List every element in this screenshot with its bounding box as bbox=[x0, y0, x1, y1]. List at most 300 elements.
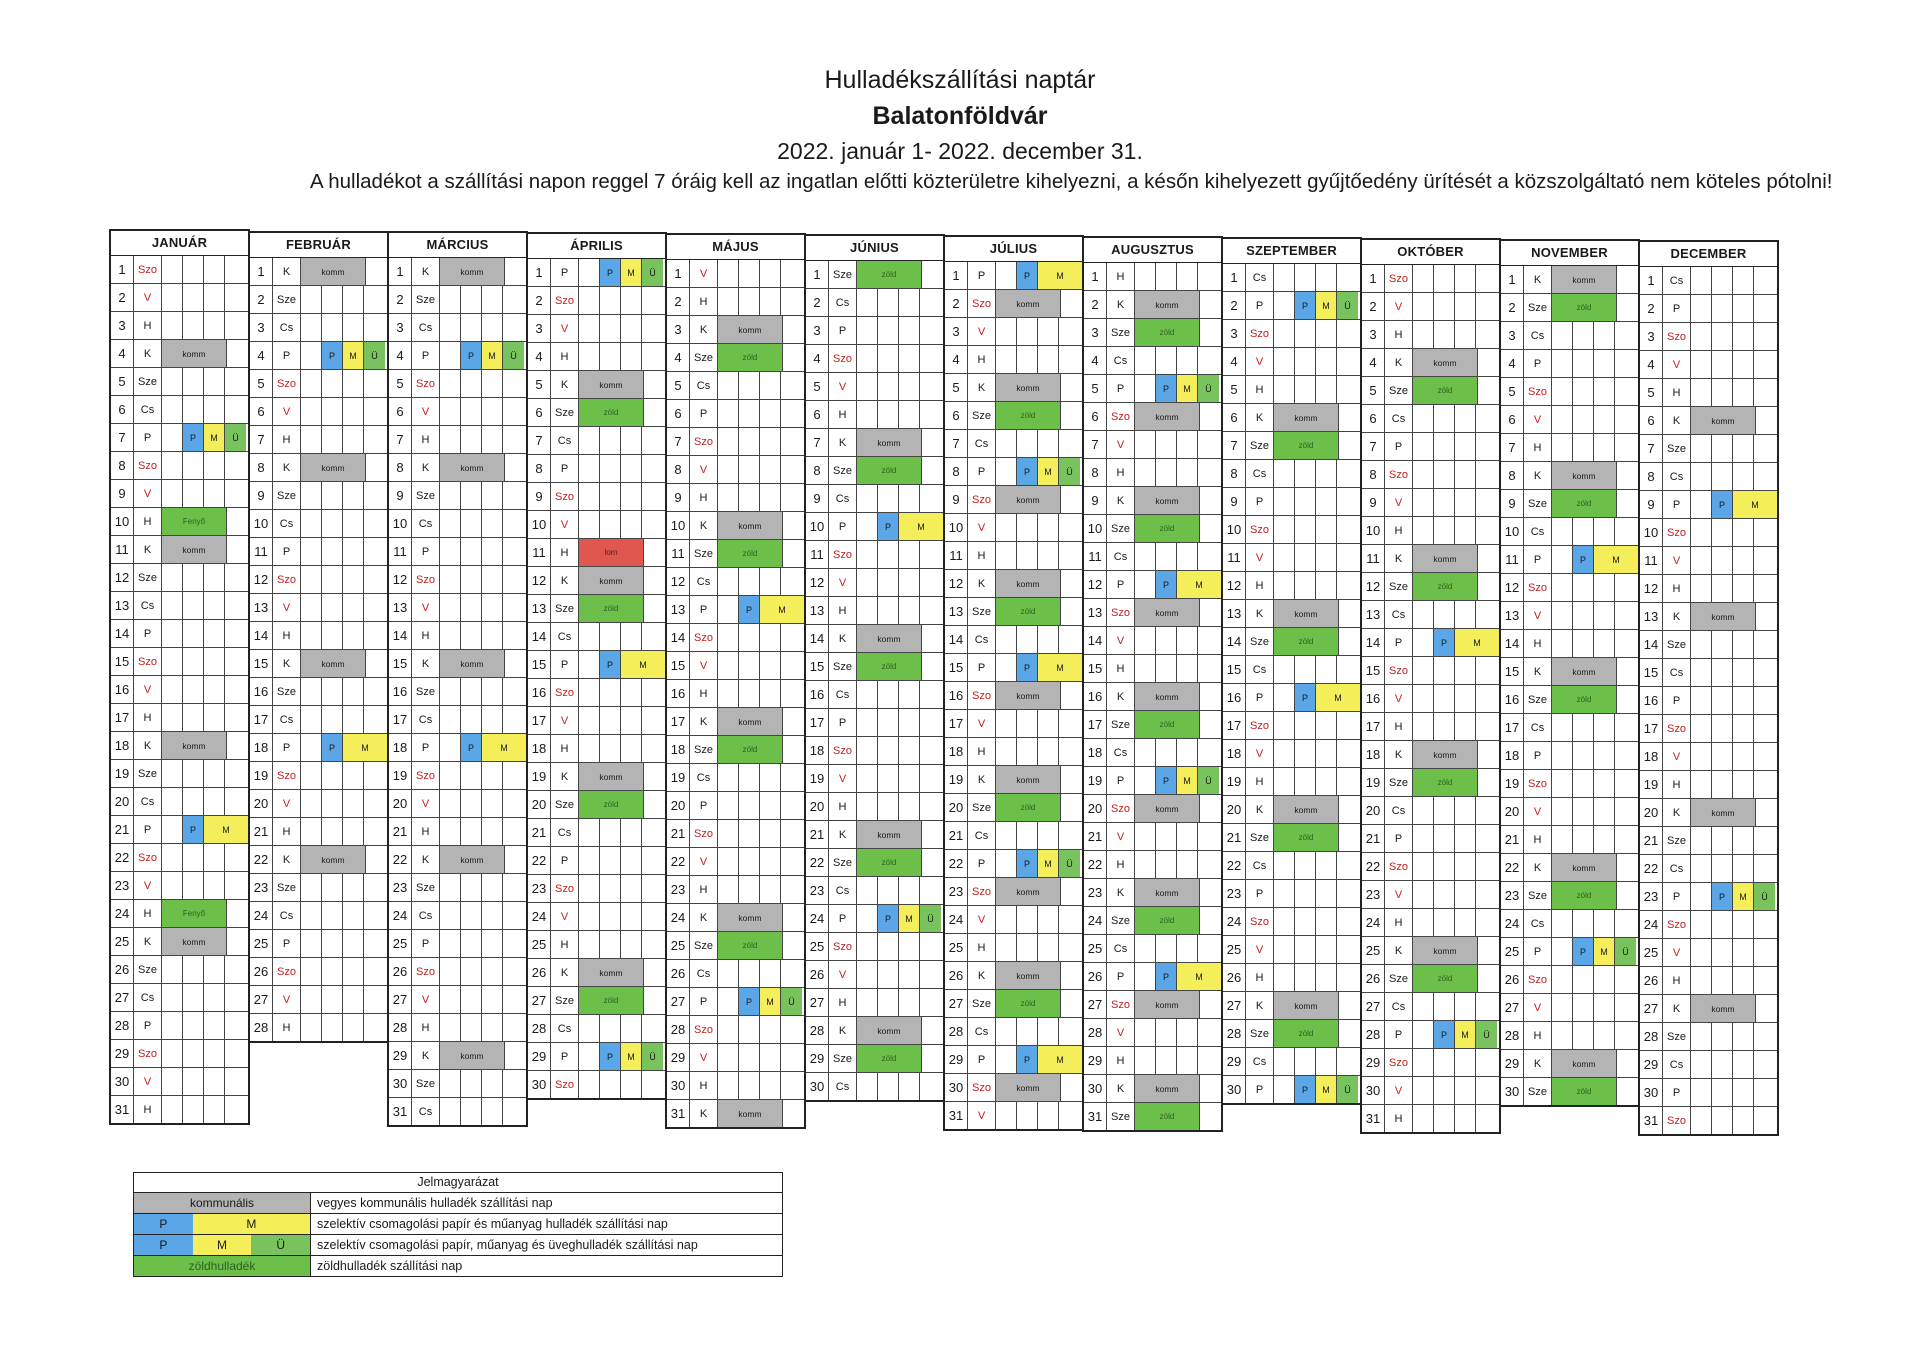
day-row bbox=[111, 452, 248, 480]
empty-cell bbox=[1156, 935, 1177, 962]
day-row bbox=[1501, 1022, 1638, 1050]
empty-cell bbox=[1156, 655, 1177, 682]
komm-cell: komm bbox=[718, 708, 783, 735]
day-name: Szo bbox=[273, 370, 301, 397]
komm-cell: komm bbox=[718, 1100, 783, 1127]
glass-cell: Ü bbox=[1198, 375, 1219, 402]
day-number: 25 bbox=[1084, 935, 1107, 962]
day-name: Szo bbox=[829, 737, 857, 764]
day-number: 30 bbox=[1501, 1078, 1524, 1105]
day-number: 5 bbox=[945, 374, 968, 401]
empty-cell bbox=[760, 372, 781, 399]
empty-cell bbox=[482, 958, 503, 985]
empty-cell bbox=[322, 398, 343, 425]
empty-cell bbox=[1733, 323, 1754, 350]
empty-cell bbox=[579, 735, 600, 762]
day-name: Szo bbox=[412, 370, 440, 397]
day-number: 15 bbox=[1640, 659, 1663, 686]
day-row bbox=[1362, 881, 1499, 909]
empty-cell bbox=[343, 426, 364, 453]
day-name: K bbox=[968, 766, 996, 793]
empty-cell bbox=[642, 315, 663, 342]
day-name: P bbox=[273, 538, 301, 565]
komm-cell: komm bbox=[996, 486, 1061, 513]
day-row bbox=[1640, 1023, 1777, 1051]
empty-cell bbox=[1754, 323, 1775, 350]
day-number: 17 bbox=[1223, 712, 1246, 739]
empty-cell bbox=[322, 678, 343, 705]
empty-cell bbox=[503, 1014, 524, 1041]
day-name: Szo bbox=[551, 1071, 579, 1098]
empty-cell bbox=[899, 401, 920, 428]
green-cell: zöld bbox=[1552, 686, 1617, 713]
day-name: Sze bbox=[690, 736, 718, 763]
empty-cell bbox=[718, 792, 739, 819]
day-name: H bbox=[1663, 575, 1691, 602]
empty-cell bbox=[1274, 572, 1295, 599]
day-number: 31 bbox=[1640, 1107, 1663, 1134]
empty-cell bbox=[781, 288, 802, 315]
empty-cell bbox=[1434, 993, 1455, 1020]
empty-cell bbox=[461, 1098, 482, 1125]
komm-cell: komm bbox=[162, 536, 227, 563]
empty-cell bbox=[1434, 489, 1455, 516]
day-row bbox=[1501, 910, 1638, 938]
day-row bbox=[945, 822, 1082, 850]
day-row bbox=[1223, 544, 1360, 572]
glass-cell: Ü bbox=[1754, 883, 1775, 910]
empty-cell bbox=[718, 456, 739, 483]
empty-cell bbox=[503, 1070, 524, 1097]
day-number: 23 bbox=[389, 874, 412, 901]
empty-cell bbox=[343, 594, 364, 621]
empty-cell bbox=[1573, 378, 1594, 405]
day-row bbox=[528, 511, 665, 539]
empty-cell bbox=[505, 650, 526, 677]
day-name: H bbox=[134, 704, 162, 731]
day-number: 26 bbox=[250, 958, 273, 985]
day-number: 10 bbox=[1640, 519, 1663, 546]
empty-cell bbox=[1733, 855, 1754, 882]
day-row bbox=[389, 958, 526, 986]
day-row bbox=[111, 592, 248, 620]
komm-cell: komm bbox=[1135, 487, 1200, 514]
empty-cell bbox=[1615, 994, 1636, 1021]
empty-cell bbox=[1413, 433, 1434, 460]
empty-cell bbox=[440, 426, 461, 453]
empty-cell bbox=[1135, 1047, 1156, 1074]
empty-cell bbox=[1594, 322, 1615, 349]
plastic-cell: M bbox=[899, 513, 943, 540]
empty-cell bbox=[1413, 993, 1434, 1020]
day-row bbox=[806, 653, 943, 681]
day-row bbox=[945, 290, 1082, 318]
empty-cell bbox=[781, 652, 802, 679]
day-row bbox=[1223, 264, 1360, 292]
komm-cell: komm bbox=[1552, 658, 1617, 685]
day-row bbox=[1640, 519, 1777, 547]
day-row bbox=[1362, 825, 1499, 853]
paper-cell: P bbox=[600, 259, 621, 286]
day-row bbox=[528, 455, 665, 483]
empty-cell bbox=[642, 819, 663, 846]
empty-cell bbox=[322, 314, 343, 341]
day-row bbox=[945, 1018, 1082, 1046]
day-number: 10 bbox=[250, 510, 273, 537]
empty-cell bbox=[760, 876, 781, 903]
day-name: P bbox=[1524, 546, 1552, 573]
day-number: 17 bbox=[111, 704, 134, 731]
day-name: V bbox=[968, 906, 996, 933]
empty-cell bbox=[1434, 293, 1455, 320]
empty-cell bbox=[1177, 347, 1198, 374]
day-number: 11 bbox=[806, 541, 829, 568]
day-number: 2 bbox=[806, 289, 829, 316]
empty-cell bbox=[600, 847, 621, 874]
day-name: V bbox=[273, 398, 301, 425]
empty-cell bbox=[1337, 1048, 1358, 1075]
green-cell: zöld bbox=[1413, 377, 1478, 404]
empty-cell bbox=[1756, 799, 1777, 826]
empty-cell bbox=[225, 452, 246, 479]
empty-cell bbox=[183, 312, 204, 339]
empty-cell bbox=[461, 566, 482, 593]
paper-cell: P bbox=[878, 905, 899, 932]
day-name: Szo bbox=[1107, 599, 1135, 626]
day-name: Sze bbox=[829, 261, 857, 288]
empty-cell bbox=[1038, 514, 1059, 541]
day-number: 13 bbox=[389, 594, 412, 621]
empty-cell bbox=[1552, 518, 1573, 545]
empty-cell bbox=[1691, 855, 1712, 882]
empty-cell bbox=[162, 592, 183, 619]
empty-cell bbox=[1455, 293, 1476, 320]
day-name: K bbox=[829, 429, 857, 456]
empty-cell bbox=[1413, 461, 1434, 488]
empty-cell bbox=[225, 1096, 246, 1123]
day-number: 7 bbox=[528, 427, 551, 454]
empty-cell bbox=[1337, 880, 1358, 907]
empty-cell bbox=[621, 315, 642, 342]
empty-cell bbox=[579, 287, 600, 314]
empty-cell bbox=[644, 595, 665, 622]
komm-cell: komm bbox=[996, 374, 1061, 401]
day-row bbox=[528, 875, 665, 903]
day-row bbox=[1223, 796, 1360, 824]
empty-cell bbox=[1552, 322, 1573, 349]
komm-cell: komm bbox=[996, 1074, 1061, 1101]
empty-cell bbox=[1733, 771, 1754, 798]
day-name: K bbox=[829, 1017, 857, 1044]
day-row bbox=[1362, 853, 1499, 881]
day-row bbox=[1084, 1103, 1221, 1130]
empty-cell bbox=[1339, 432, 1360, 459]
empty-cell bbox=[364, 594, 385, 621]
empty-cell bbox=[1295, 852, 1316, 879]
empty-cell bbox=[718, 764, 739, 791]
empty-cell bbox=[1274, 376, 1295, 403]
empty-cell bbox=[1274, 936, 1295, 963]
legend-swatch-glass: Ü bbox=[251, 1235, 310, 1255]
empty-cell bbox=[440, 1014, 461, 1041]
empty-cell bbox=[364, 902, 385, 929]
empty-cell bbox=[1038, 1102, 1059, 1129]
empty-cell bbox=[301, 706, 322, 733]
day-number: 15 bbox=[1223, 656, 1246, 683]
day-row bbox=[945, 542, 1082, 570]
day-row bbox=[1223, 404, 1360, 432]
empty-cell bbox=[1615, 518, 1636, 545]
empty-cell bbox=[1413, 321, 1434, 348]
day-number: 29 bbox=[1223, 1048, 1246, 1075]
month-1 bbox=[248, 231, 389, 1043]
empty-cell bbox=[920, 933, 941, 960]
empty-cell bbox=[364, 874, 385, 901]
empty-cell bbox=[183, 256, 204, 283]
empty-cell bbox=[225, 872, 246, 899]
day-number: 5 bbox=[1223, 376, 1246, 403]
day-row bbox=[806, 681, 943, 709]
empty-cell bbox=[1573, 322, 1594, 349]
empty-cell bbox=[781, 1016, 802, 1043]
day-row bbox=[1362, 489, 1499, 517]
day-row bbox=[1640, 267, 1777, 295]
empty-cell bbox=[1339, 600, 1360, 627]
komm-cell: komm bbox=[996, 766, 1061, 793]
day-row bbox=[1084, 879, 1221, 907]
month-name: MÁRCIUS bbox=[389, 233, 526, 258]
empty-cell bbox=[760, 260, 781, 287]
empty-cell bbox=[783, 708, 804, 735]
day-name: Sze bbox=[412, 482, 440, 509]
empty-cell bbox=[1316, 740, 1337, 767]
day-name: Cs bbox=[1524, 322, 1552, 349]
empty-cell bbox=[600, 287, 621, 314]
empty-cell bbox=[1476, 293, 1497, 320]
day-row bbox=[111, 284, 248, 312]
day-name: K bbox=[1663, 799, 1691, 826]
empty-cell bbox=[642, 1071, 663, 1098]
day-row bbox=[389, 818, 526, 846]
empty-cell bbox=[1552, 742, 1573, 769]
day-row bbox=[389, 258, 526, 286]
day-name: Szo bbox=[1385, 853, 1413, 880]
day-number: 19 bbox=[1362, 769, 1385, 796]
empty-cell bbox=[920, 345, 941, 372]
day-name: H bbox=[1246, 376, 1274, 403]
empty-cell bbox=[996, 850, 1017, 877]
day-number: 18 bbox=[1084, 739, 1107, 766]
empty-cell bbox=[783, 904, 804, 931]
empty-cell bbox=[878, 345, 899, 372]
day-number: 10 bbox=[1084, 515, 1107, 542]
empty-cell bbox=[503, 1098, 524, 1125]
empty-cell bbox=[343, 706, 364, 733]
empty-cell bbox=[739, 680, 760, 707]
day-number: 11 bbox=[945, 542, 968, 569]
empty-cell bbox=[1156, 823, 1177, 850]
day-name: H bbox=[273, 818, 301, 845]
empty-cell bbox=[1455, 433, 1476, 460]
day-number: 18 bbox=[250, 734, 273, 761]
day-row bbox=[667, 288, 804, 316]
empty-cell bbox=[1615, 574, 1636, 601]
day-number: 24 bbox=[389, 902, 412, 929]
day-name: V bbox=[134, 284, 162, 311]
day-row bbox=[1501, 406, 1638, 434]
empty-cell bbox=[1712, 659, 1733, 686]
empty-cell bbox=[1476, 265, 1497, 292]
empty-cell bbox=[183, 1040, 204, 1067]
day-name: H bbox=[1107, 459, 1135, 486]
plastic-cell: M bbox=[482, 342, 503, 369]
day-number: 31 bbox=[389, 1098, 412, 1125]
empty-cell bbox=[364, 370, 385, 397]
empty-cell bbox=[1274, 908, 1295, 935]
day-number: 12 bbox=[945, 570, 968, 597]
empty-cell bbox=[1177, 459, 1198, 486]
plastic-cell: M bbox=[621, 259, 642, 286]
empty-cell bbox=[225, 396, 246, 423]
day-row bbox=[1640, 1107, 1777, 1134]
day-name: Sze bbox=[690, 540, 718, 567]
day-name: Sze bbox=[1524, 1078, 1552, 1105]
day-number: 12 bbox=[111, 564, 134, 591]
empty-cell bbox=[1476, 1049, 1497, 1076]
day-number: 16 bbox=[1084, 683, 1107, 710]
day-row bbox=[1223, 656, 1360, 684]
empty-cell bbox=[1274, 1048, 1295, 1075]
empty-cell bbox=[364, 398, 385, 425]
empty-cell bbox=[183, 368, 204, 395]
day-number: 11 bbox=[250, 538, 273, 565]
day-row bbox=[667, 792, 804, 820]
day-name: H bbox=[829, 597, 857, 624]
empty-cell bbox=[482, 706, 503, 733]
legend-text: vegyes kommunális hulladék szállítási nap bbox=[317, 1196, 553, 1210]
empty-cell bbox=[440, 482, 461, 509]
empty-cell bbox=[204, 872, 225, 899]
day-number: 21 bbox=[945, 822, 968, 849]
glass-cell: Ü bbox=[364, 342, 385, 369]
empty-cell bbox=[1200, 683, 1221, 710]
empty-cell bbox=[1691, 939, 1712, 966]
empty-cell bbox=[579, 1043, 600, 1070]
day-row bbox=[1640, 603, 1777, 631]
day-row bbox=[1084, 319, 1221, 347]
day-number: 2 bbox=[389, 286, 412, 313]
empty-cell bbox=[781, 764, 802, 791]
empty-cell bbox=[1754, 939, 1775, 966]
empty-cell bbox=[621, 287, 642, 314]
empty-cell bbox=[503, 790, 524, 817]
day-name: P bbox=[273, 930, 301, 957]
day-number: 28 bbox=[1223, 1020, 1246, 1047]
day-name: V bbox=[1246, 740, 1274, 767]
empty-cell bbox=[183, 956, 204, 983]
day-name: Cs bbox=[412, 314, 440, 341]
empty-cell bbox=[162, 480, 183, 507]
day-name: Sze bbox=[1246, 824, 1274, 851]
day-name: Sze bbox=[1663, 631, 1691, 658]
empty-cell bbox=[1198, 851, 1219, 878]
day-row bbox=[1084, 543, 1221, 571]
day-row bbox=[1084, 795, 1221, 823]
legend-swatch-plastic: M bbox=[193, 1235, 252, 1255]
komm-cell: komm bbox=[1135, 879, 1200, 906]
empty-cell bbox=[878, 765, 899, 792]
legend-row-pmu bbox=[134, 1235, 782, 1256]
day-number: 13 bbox=[1640, 603, 1663, 630]
day-name: V bbox=[829, 373, 857, 400]
day-row bbox=[667, 316, 804, 344]
empty-cell bbox=[1316, 264, 1337, 291]
notice: A hulladékot a szállítási napon reggel 7 óráig kell az ingatlan előtti közterületre kihelyezni, a későn kihelyezett gyűjtőedény ürítését a közszolgáltató nem köteles pótolni! bbox=[310, 170, 1833, 193]
empty-cell bbox=[343, 958, 364, 985]
legend-swatch-paper: P bbox=[134, 1235, 193, 1255]
empty-cell bbox=[1059, 1018, 1080, 1045]
green-cell: zöld bbox=[1135, 319, 1200, 346]
empty-cell bbox=[1274, 684, 1295, 711]
day-row bbox=[250, 790, 387, 818]
empty-cell bbox=[1200, 1075, 1221, 1102]
empty-cell bbox=[1274, 740, 1295, 767]
empty-cell bbox=[739, 428, 760, 455]
empty-cell bbox=[642, 1015, 663, 1042]
empty-cell bbox=[301, 818, 322, 845]
day-name: P bbox=[551, 847, 579, 874]
day-row bbox=[667, 904, 804, 932]
empty-cell bbox=[204, 564, 225, 591]
day-row bbox=[945, 878, 1082, 906]
day-number: 15 bbox=[667, 652, 690, 679]
empty-cell bbox=[920, 569, 941, 596]
empty-cell bbox=[1017, 710, 1038, 737]
day-name: Cs bbox=[1246, 264, 1274, 291]
empty-cell bbox=[739, 848, 760, 875]
empty-cell bbox=[1434, 461, 1455, 488]
day-number: 23 bbox=[528, 875, 551, 902]
day-name: Cs bbox=[1524, 518, 1552, 545]
legend-swatch-green: zöldhulladék bbox=[134, 1256, 310, 1276]
day-name: Szo bbox=[1107, 795, 1135, 822]
empty-cell bbox=[227, 900, 248, 927]
day-row bbox=[111, 1012, 248, 1040]
empty-cell bbox=[1754, 295, 1775, 322]
komm-cell: komm bbox=[162, 928, 227, 955]
day-number: 25 bbox=[945, 934, 968, 961]
day-number: 11 bbox=[1501, 546, 1524, 573]
empty-cell bbox=[1038, 934, 1059, 961]
day-row bbox=[1640, 547, 1777, 575]
komm-cell: komm bbox=[440, 650, 505, 677]
day-row bbox=[1223, 740, 1360, 768]
day-number: 7 bbox=[667, 428, 690, 455]
glass-cell: Ü bbox=[503, 342, 524, 369]
empty-cell bbox=[1434, 853, 1455, 880]
day-name: Szo bbox=[1663, 519, 1691, 546]
day-name: K bbox=[1663, 995, 1691, 1022]
empty-cell bbox=[1295, 656, 1316, 683]
day-number: 3 bbox=[111, 312, 134, 339]
empty-cell bbox=[1712, 687, 1733, 714]
green-cell: zöld bbox=[1135, 711, 1200, 738]
empty-cell bbox=[1552, 770, 1573, 797]
empty-cell bbox=[857, 961, 878, 988]
day-name: V bbox=[968, 514, 996, 541]
day-row bbox=[389, 286, 526, 314]
empty-cell bbox=[642, 455, 663, 482]
